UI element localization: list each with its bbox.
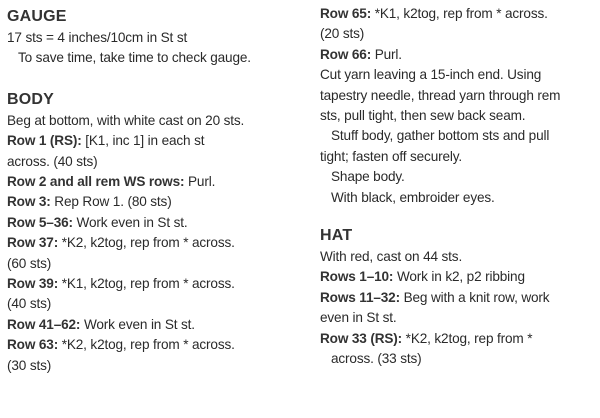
- row-label: Rows 11–32:: [320, 289, 400, 305]
- row-text: Rep Row 1. (80 sts): [50, 194, 172, 210]
- row-text: Work even in St st.: [80, 316, 195, 332]
- row-text: Purl.: [184, 174, 216, 190]
- row-label: Row 2 and all rem WS rows:: [7, 174, 185, 190]
- instruction-row-1-cont: across. (40 sts): [7, 153, 98, 169]
- row-label: Row 41–62:: [7, 316, 81, 332]
- row-text: Work in k2, p2 ribbing: [393, 269, 525, 285]
- finish-line: Cut yarn leaving a 15-inch end. Using: [320, 67, 542, 83]
- hat-intro: With red, cast on 44 sts.: [320, 249, 463, 265]
- row-label: Row 63:: [7, 337, 59, 353]
- right-column: [320, 4, 595, 370]
- hat-heading: HAT: [320, 227, 353, 245]
- row-label: Rows 1–10:: [320, 269, 394, 285]
- row-text: Beg with a knit row, work: [399, 289, 550, 305]
- eyes-line: With black, embroider eyes.: [331, 189, 495, 205]
- row-text: *K1, k2tog, rep from * across.: [58, 276, 235, 292]
- instruction-row-39: [7, 274, 307, 294]
- row-label: Row 66:: [320, 46, 372, 62]
- shape-line: Shape body.: [331, 169, 405, 185]
- row-label: Row 5–36:: [7, 214, 73, 230]
- body-heading: BODY: [7, 90, 55, 108]
- gauge-note: To save time, take time to check gauge.: [18, 50, 251, 66]
- row-text: Purl.: [371, 46, 402, 62]
- instruction-row-65: [320, 4, 595, 24]
- instruction-row-2: [7, 172, 307, 192]
- row-text: *K2, k2tog, rep from *: [402, 330, 533, 346]
- instruction-row-37-cont: (60 sts): [7, 255, 52, 271]
- instruction-row-37: [7, 233, 307, 253]
- hat-row-33-cont: across. (33 sts): [331, 351, 422, 367]
- gauge-heading: GAUGE: [7, 8, 67, 25]
- instruction-row-63-cont: (30 sts): [7, 357, 52, 373]
- stuff-line: Stuff body, gather bottom sts and pull: [331, 128, 550, 144]
- finish-line: sts, pull tight, then sew back seam.: [320, 108, 526, 124]
- row-text: *K2, k2tog, rep from * across.: [58, 235, 235, 251]
- section-gap: [7, 69, 307, 87]
- instruction-row-5: [7, 213, 307, 233]
- hat-rows-11-32: [320, 288, 595, 308]
- body-intro: Beg at bottom, with white cast on 20 sts.: [7, 112, 245, 128]
- instruction-row-39-cont: (40 sts): [7, 296, 52, 312]
- instruction-row-63: [7, 335, 307, 355]
- row-text: Work even in St st.: [72, 214, 188, 230]
- row-label: Row 37:: [7, 235, 59, 251]
- left-column: [7, 4, 307, 376]
- hat-rows-11-32-cont: even in St st.: [320, 310, 397, 326]
- hat-row-33: [320, 329, 595, 349]
- instruction-row-1: [7, 131, 307, 151]
- row-label: Row 3:: [7, 194, 51, 210]
- instruction-row-65-cont: (20 sts): [320, 26, 365, 42]
- instruction-row-3: [7, 192, 307, 212]
- row-label: Row 1 (RS):: [7, 133, 82, 149]
- section-gap: [320, 208, 595, 223]
- row-text: *K2, k2tog, rep from * across.: [58, 337, 235, 353]
- row-label: Row 33 (RS):: [320, 330, 403, 346]
- hat-rows-1-10: [320, 267, 595, 287]
- row-label: Row 39:: [7, 276, 59, 292]
- row-text: [K1, inc 1] in each st: [81, 133, 205, 149]
- stuff-line: tight; fasten off securely.: [320, 148, 463, 164]
- instruction-row-41: [7, 315, 307, 335]
- instruction-row-66: [320, 45, 595, 65]
- gauge-line: 17 sts = 4 inches/10cm in St st: [7, 30, 188, 45]
- row-text: *K1, k2tog, rep from * across.: [371, 6, 548, 21]
- row-label: Row 65:: [320, 6, 372, 21]
- finish-line: tapestry needle, thread yarn through rem: [320, 87, 561, 103]
